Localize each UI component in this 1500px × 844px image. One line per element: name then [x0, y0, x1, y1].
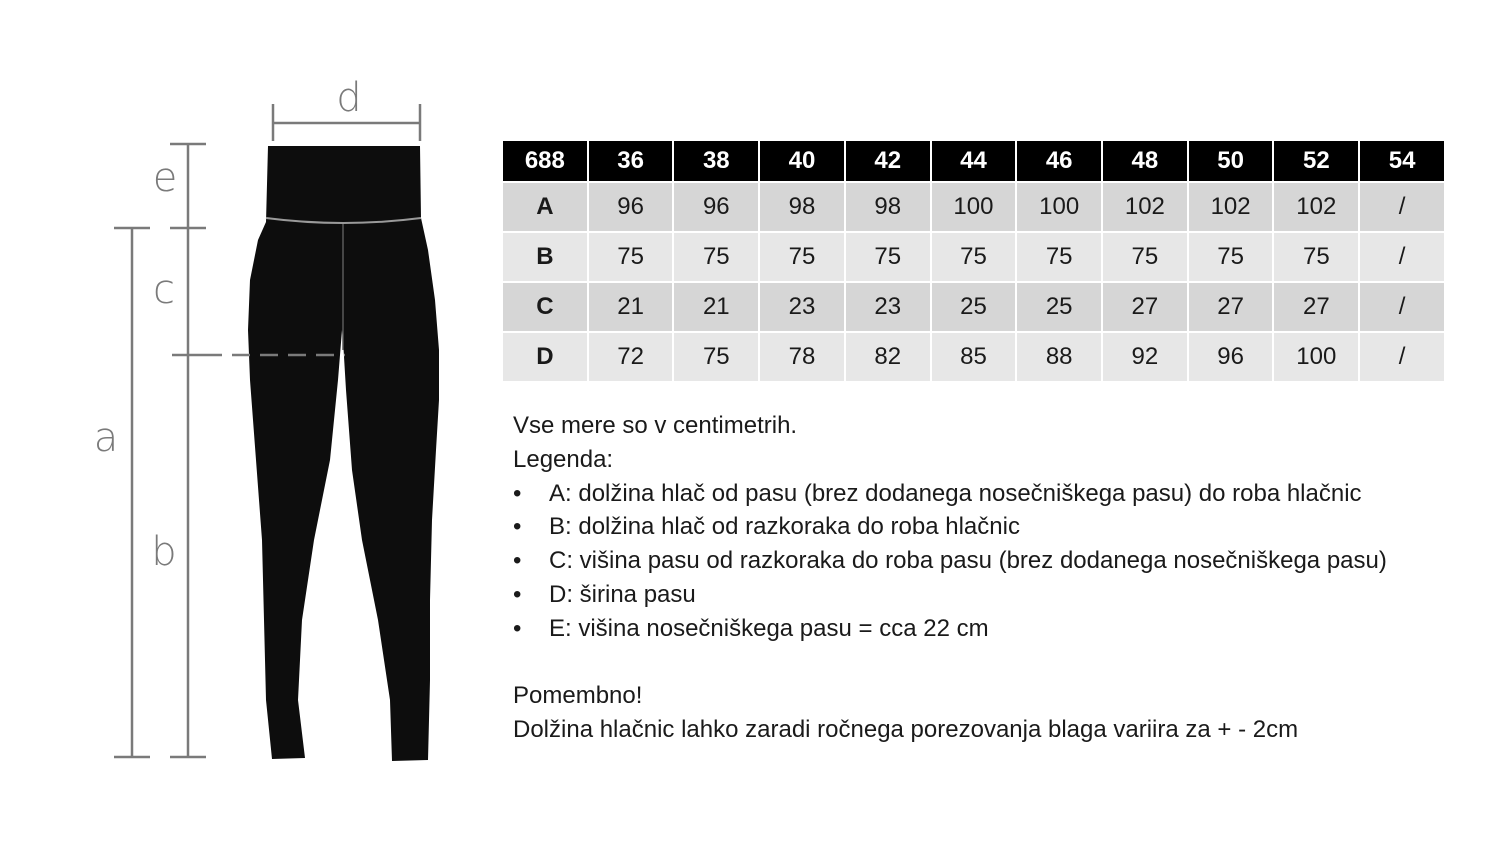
- label-d: d: [336, 75, 362, 121]
- table-cell: 23: [760, 283, 844, 331]
- legend-item: [513, 544, 1473, 578]
- label-e: e: [152, 155, 178, 201]
- header-size: 50: [1189, 141, 1273, 181]
- table-cell: 75: [589, 233, 673, 281]
- table-cell: 96: [674, 183, 758, 231]
- table-cell: 92: [1103, 333, 1187, 381]
- table-row-b: [503, 233, 1444, 281]
- legend-item-text: E: višina nosečniškega pasu = cca 22 cm: [549, 614, 989, 642]
- table-cell: 96: [1189, 333, 1273, 381]
- label-c: c: [153, 267, 175, 313]
- table-cell: 100: [1017, 183, 1101, 231]
- bullet-icon: •: [513, 513, 522, 541]
- label-a: a: [93, 415, 119, 461]
- table-cell: 27: [1189, 283, 1273, 331]
- header-model: 688: [503, 141, 587, 181]
- table-cell: /: [1360, 233, 1444, 281]
- table-cell: 102: [1189, 183, 1273, 231]
- row-label: B: [503, 233, 587, 281]
- label-b: b: [151, 529, 177, 575]
- units-note: Vse mere so v centimetrih.: [513, 412, 798, 439]
- table-cell: 78: [760, 333, 844, 381]
- header-size: 54: [1360, 141, 1444, 181]
- row-label: D: [503, 333, 587, 381]
- legend-title: Legenda:: [513, 445, 614, 473]
- leggings-diagram: [0, 0, 500, 844]
- table-cell: 21: [589, 283, 673, 331]
- header-size: 36: [589, 141, 673, 181]
- legend-item: [513, 510, 1473, 544]
- table-cell: 75: [932, 233, 1016, 281]
- table-cell: 72: [589, 333, 673, 381]
- important-text: Dolžina hlačnic lahko zaradi ročnega porezovanja blaga variira za + - 2cm: [513, 716, 1299, 744]
- bullet-icon: •: [513, 547, 522, 575]
- table-cell: 75: [1274, 233, 1358, 281]
- size-header-row: [503, 141, 1444, 181]
- legend-item-text: C: višina pasu od razkoraka do roba pasu (brez dodanega nosečniškega pasu): [549, 547, 1387, 575]
- row-label: A: [503, 183, 587, 231]
- table-cell: 85: [932, 333, 1016, 381]
- header-size: 40: [760, 141, 844, 181]
- legend-item: [513, 477, 1473, 511]
- row-label: C: [503, 283, 587, 331]
- bullet-icon: •: [513, 614, 522, 642]
- table-cell: 75: [760, 233, 844, 281]
- table-cell: /: [1360, 333, 1444, 381]
- bullet-icon: •: [513, 479, 522, 507]
- legend-item-text: A: dolžina hlač od pasu (brez dodanega nosečniškega pasu) do roba hlačnic: [549, 479, 1362, 507]
- table-cell: 82: [846, 333, 930, 381]
- table-cell: 102: [1274, 183, 1358, 231]
- table-cell: 75: [674, 333, 758, 381]
- table-cell: /: [1360, 183, 1444, 231]
- header-size: 44: [932, 141, 1016, 181]
- table-cell: /: [1360, 283, 1444, 331]
- size-notes: [513, 409, 1473, 747]
- table-cell: 98: [846, 183, 930, 231]
- header-size: 46: [1017, 141, 1101, 181]
- legend-item-text: B: dolžina hlač od razkoraka do roba hlačnic: [549, 513, 1020, 541]
- table-cell: 23: [846, 283, 930, 331]
- table-cell: 27: [1103, 283, 1187, 331]
- table-cell: 75: [846, 233, 930, 281]
- table-row-d: [503, 333, 1444, 381]
- header-size: 48: [1103, 141, 1187, 181]
- table-cell: 102: [1103, 183, 1187, 231]
- header-size: 38: [674, 141, 758, 181]
- table-cell: 25: [1017, 283, 1101, 331]
- table-row-a: [503, 183, 1444, 231]
- table-cell: 75: [674, 233, 758, 281]
- table-cell: 75: [1017, 233, 1101, 281]
- legend-list: [513, 477, 1473, 646]
- legend-item-text: D: širina pasu: [549, 580, 696, 608]
- table-cell: 27: [1274, 283, 1358, 331]
- table-cell: 96: [589, 183, 673, 231]
- leggings-illustration: [0, 0, 500, 844]
- table-cell: 75: [1189, 233, 1273, 281]
- important-title: Pomembno!: [513, 682, 643, 710]
- bullet-icon: •: [513, 580, 522, 608]
- table-cell: 88: [1017, 333, 1101, 381]
- table-cell: 21: [674, 283, 758, 331]
- table-cell: 100: [932, 183, 1016, 231]
- table-cell: 100: [1274, 333, 1358, 381]
- table-cell: 98: [760, 183, 844, 231]
- table-cell: 75: [1103, 233, 1187, 281]
- legend-item: [513, 578, 1473, 612]
- header-size: 52: [1274, 141, 1358, 181]
- legend-item: [513, 612, 1473, 646]
- table-cell: 25: [932, 283, 1016, 331]
- table-row-c: [503, 283, 1444, 331]
- header-size: 42: [846, 141, 930, 181]
- size-table: [501, 139, 1446, 383]
